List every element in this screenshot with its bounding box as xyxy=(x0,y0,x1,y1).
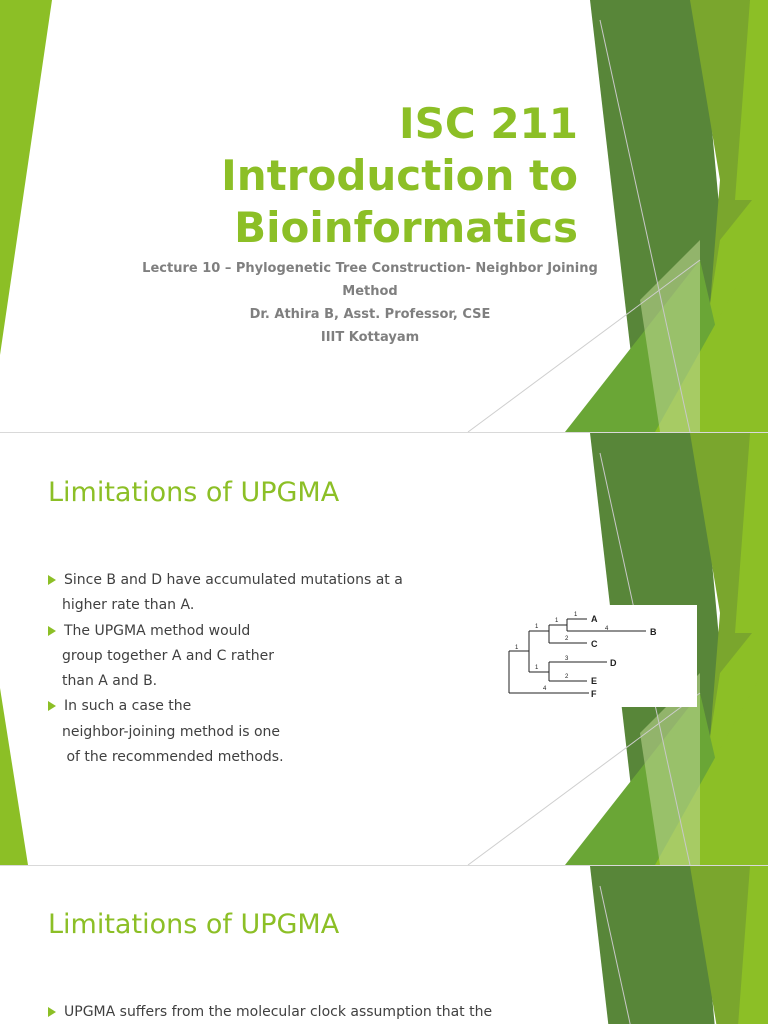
bullet-list xyxy=(48,1000,568,1024)
bullet-continuation: higher rate than A. xyxy=(62,597,195,614)
bullet-arrow-icon xyxy=(48,575,56,585)
bullet-continuation: neighbor-joining method is one xyxy=(62,723,281,740)
bullet-text: The UPGMA method would xyxy=(64,622,251,639)
branch-length-label: 2 xyxy=(565,636,569,642)
subtitle-author: Dr. Athira B, Asst. Professor, CSE xyxy=(249,307,491,322)
bullet-arrow-icon xyxy=(48,701,56,711)
leaf-label-f: F xyxy=(591,689,597,699)
branch-length-label: 4 xyxy=(543,686,547,692)
bullet-arrow-icon xyxy=(48,1007,56,1017)
branch-length-label: 2 xyxy=(565,674,569,680)
bullet-text: UPGMA suffers from the molecular clock assumption that the xyxy=(64,1004,493,1020)
leaf-label-c: C xyxy=(591,639,598,649)
bullet-arrow-icon xyxy=(48,626,56,636)
bullet-list xyxy=(48,568,438,770)
content-slide-limitations xyxy=(0,433,768,865)
bullet-text: Since B and D have accumulated mutations at a xyxy=(64,572,403,588)
title-line-3: Bioinformatics xyxy=(234,203,578,252)
leaf-label-e: E xyxy=(591,676,598,686)
subtitle-lecture: Lecture 10 – Phylogenetic Tree Construction- Neighbor Joining xyxy=(142,261,598,276)
title-slide xyxy=(0,0,768,432)
bullet-item xyxy=(48,568,438,593)
title-line-2: Introduction to xyxy=(221,151,578,200)
slide-subtitle xyxy=(120,257,620,349)
subtitle-institute: IIIT Kottayam xyxy=(320,330,420,345)
bullet-continuation: than A and B. xyxy=(62,673,158,690)
branch-length-label: 3 xyxy=(565,656,569,662)
bullet-continuation: group together A and C rather xyxy=(62,647,274,664)
branch-length-label: 1 xyxy=(574,612,578,618)
slide-heading: Limitations of UPGMA xyxy=(48,477,340,508)
leaf-label-d: D xyxy=(610,658,617,668)
branch-length-label: 1 xyxy=(515,645,519,651)
bullet-text: In such a case the xyxy=(64,698,192,715)
branch-length-label: 1 xyxy=(555,618,559,624)
phylogenetic-tree-figure xyxy=(501,605,697,707)
bullet-item xyxy=(48,694,438,719)
subtitle-lecture-cont: Method xyxy=(342,284,398,299)
bullet-item xyxy=(48,619,438,644)
content-slide-limitations-2 xyxy=(0,866,768,1024)
bullet-continuation: of the recommended methods. xyxy=(62,749,284,766)
title-line-1: ISC 211 xyxy=(399,99,578,148)
branch-length-label: 1 xyxy=(535,665,539,671)
bullet-item xyxy=(48,1000,568,1024)
phylogenetic-tree xyxy=(501,605,697,707)
branch-length-label: 1 xyxy=(535,624,539,630)
leaf-label-b: B xyxy=(650,627,657,637)
slide-heading: Limitations of UPGMA xyxy=(48,909,340,940)
slide-title xyxy=(221,98,578,254)
leaf-label-a: A xyxy=(591,614,598,624)
branch-length-label: 4 xyxy=(605,626,609,632)
